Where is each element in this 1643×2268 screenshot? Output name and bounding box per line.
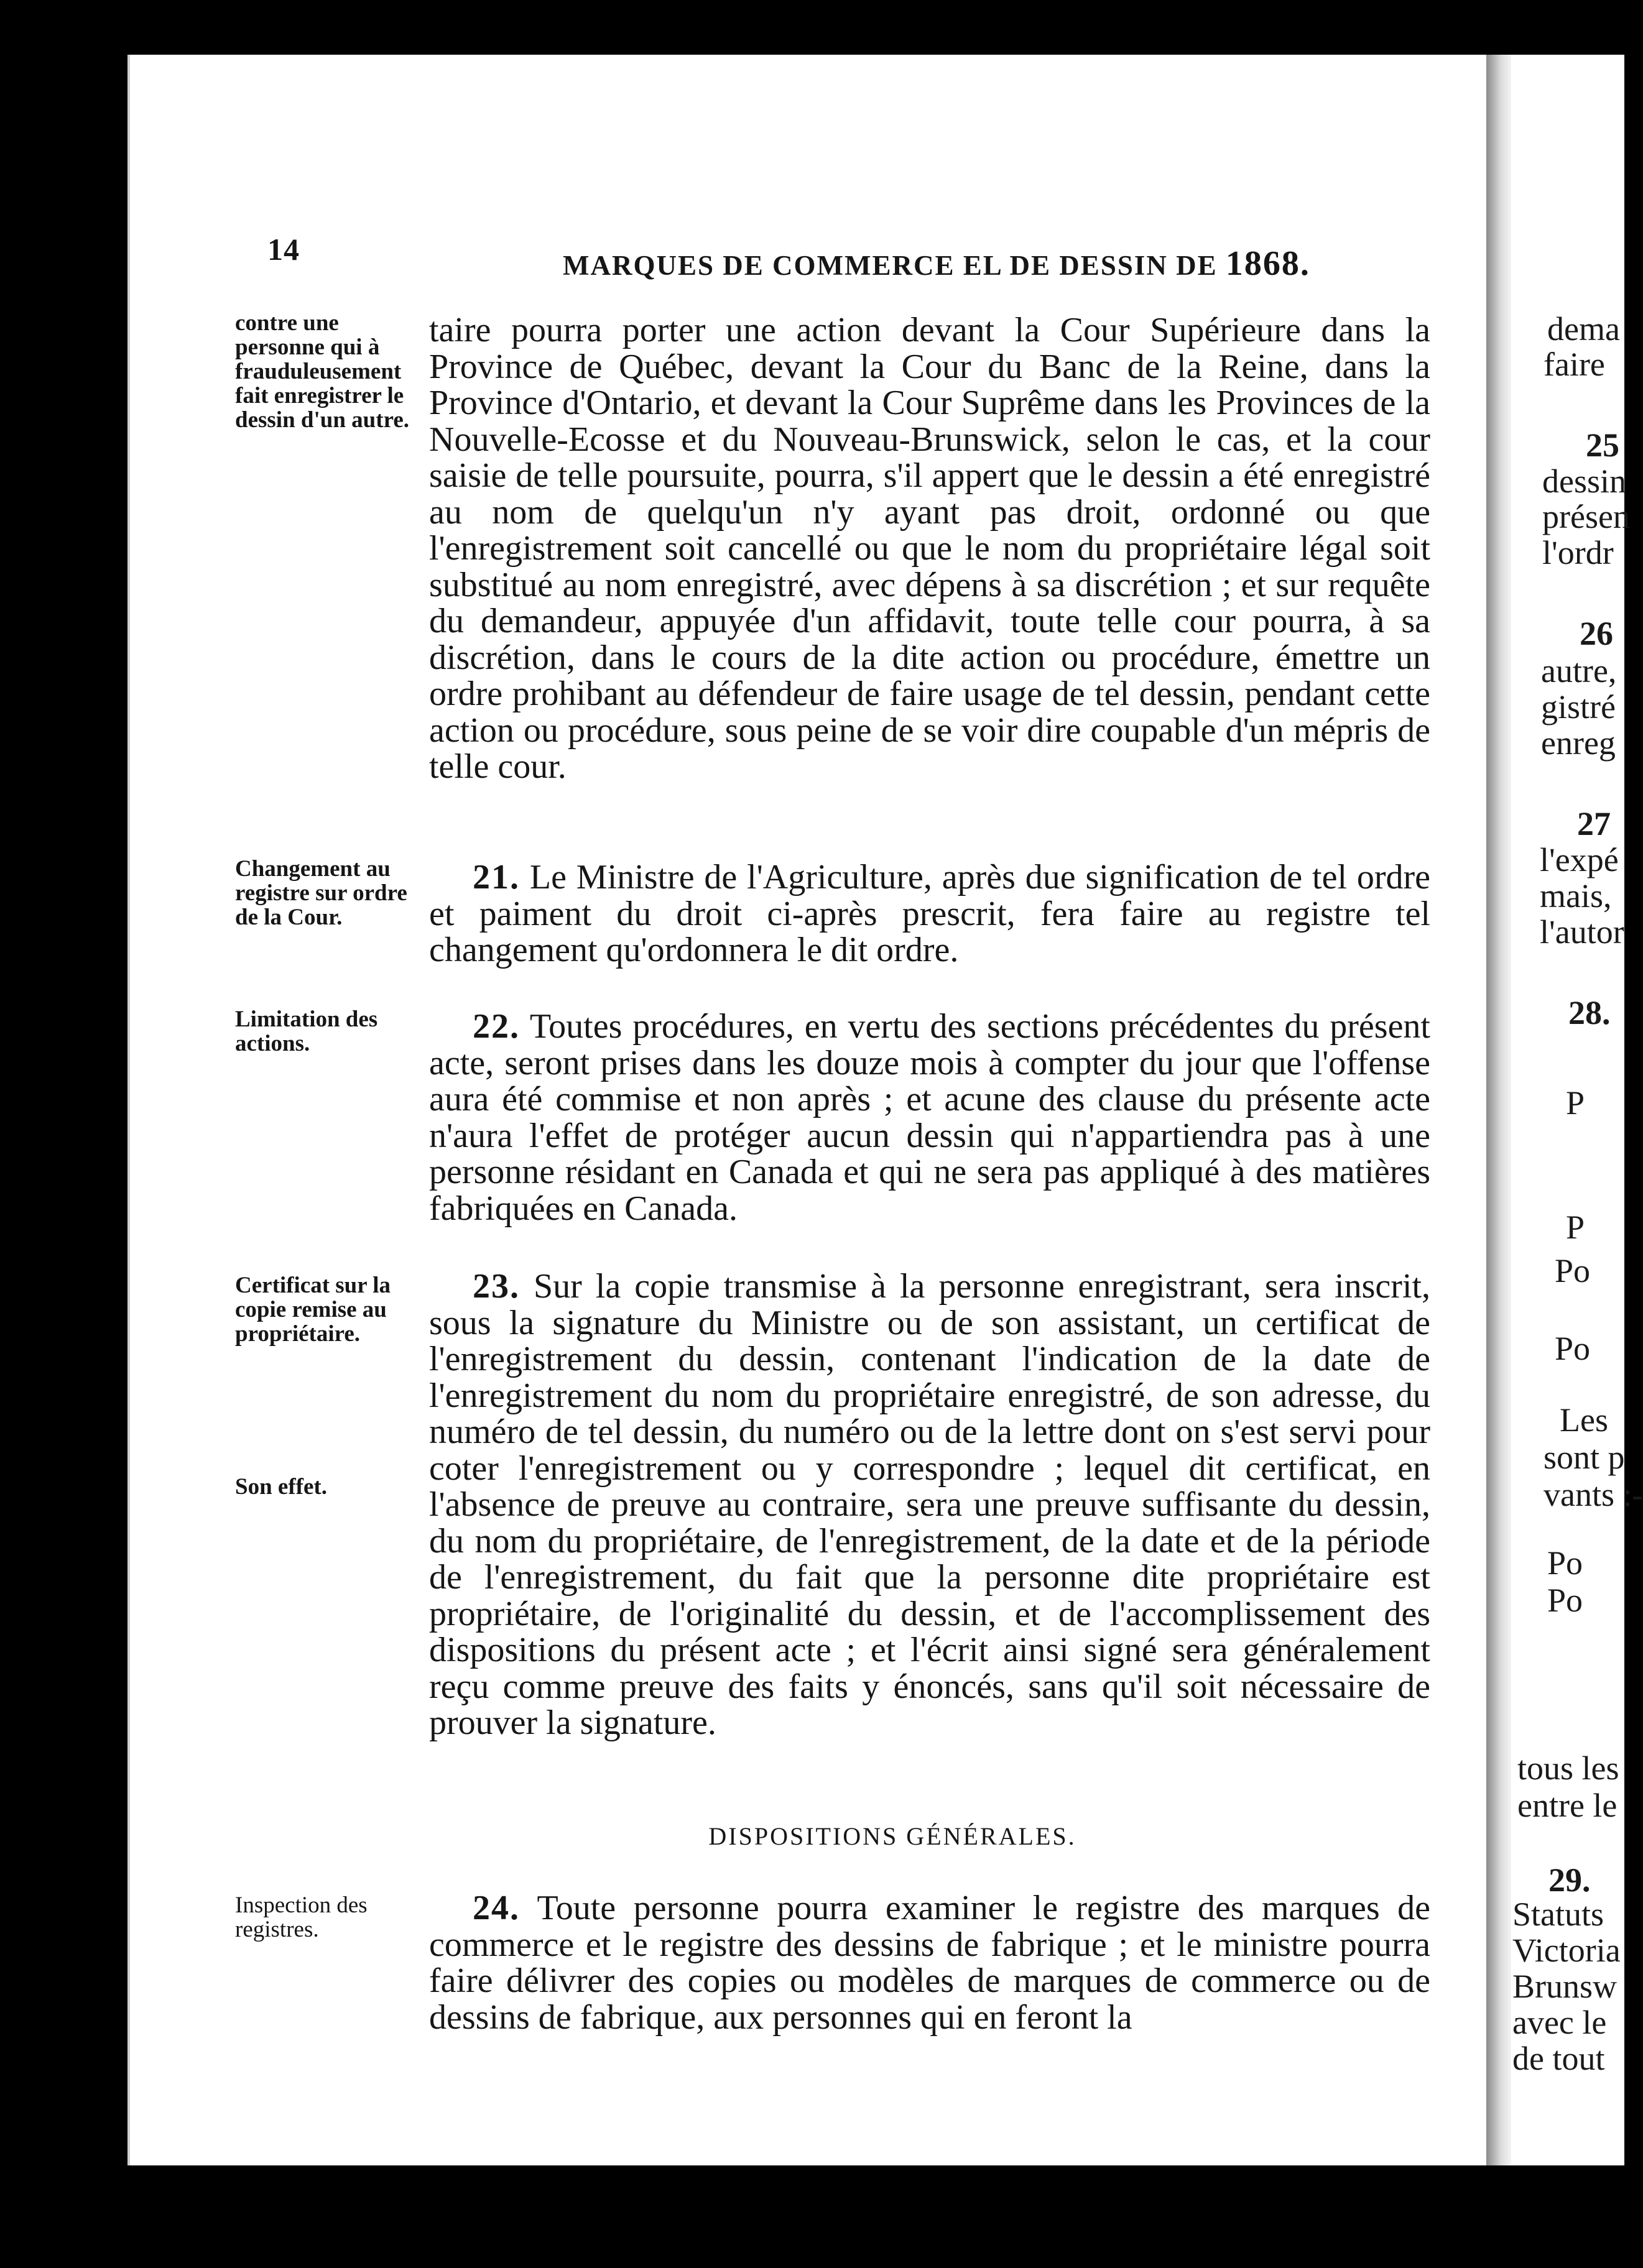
margin-note-certificate: Certificat sur la copie remise au propriétaire.	[235, 1273, 391, 1347]
right-fragment: 28.	[1568, 994, 1611, 1031]
right-fragment: 25	[1586, 426, 1619, 464]
right-fragment: Po	[1547, 1544, 1583, 1582]
right-fragment: l'expé	[1540, 841, 1619, 878]
right-fragment: mais,	[1540, 877, 1612, 915]
right-page	[1511, 55, 1643, 2165]
running-title	[563, 244, 1310, 284]
section-text: Sur la copie transmise à la personne enregistrant, sera inscrit, sous la signature du Ministre ou de son assistant, un certificat de l'enregistrement du dessin, contenant l'indication de la date de l'enregistrement du nom du propriétaire enregistré, de son adresse, du numéro de tel dessin, du numéro ou de la lettre dont on s'est servi pour coter l'enregistrement ou y correspondre ; lequel dit certificat, en l'absence de preuve au contraire, sera une preuve suffisante du dessin, du nom du propriétaire, de l'enregistrement, de la date et de la période de l'enregistrement, du fait que la personne dite propriétaire est propriétaire, de l'originalité du dessin, et de l'accomplissement des dispositions du présent acte ; et l'écrit ainsi signé sera généralement reçu comme preuve des faits y énoncés, sans qu'il soit nécessaire de prouver la signature.	[429, 1267, 1431, 1742]
right-fragment: faire	[1543, 346, 1605, 383]
running-title-year: 1868.	[1225, 244, 1310, 283]
right-fragment: 29.	[1548, 1861, 1591, 1899]
right-fragment: autre,	[1541, 652, 1617, 689]
right-fragment: Brunsw	[1512, 1968, 1618, 2005]
right-fragment: P	[1566, 1084, 1585, 1122]
section-23	[429, 1268, 1430, 1741]
right-fragment: gistré	[1541, 688, 1616, 726]
margin-note-effect: Son effet.	[235, 1474, 327, 1500]
right-fragment: dessin	[1542, 463, 1626, 500]
section-number: 24.	[473, 1889, 520, 1927]
page-number: 14	[267, 232, 300, 267]
right-fragment: tous les	[1517, 1749, 1619, 1787]
right-fragment: enreg	[1541, 724, 1616, 762]
right-fragment: 26	[1580, 615, 1613, 652]
margin-note-limitation: Limitation des actions.	[235, 1007, 378, 1056]
section-heading: DISPOSITIONS GÉNÉRALES.	[708, 1822, 1076, 1850]
right-fragment: Les	[1560, 1401, 1608, 1439]
right-fragment: Statuts	[1512, 1896, 1604, 1933]
section-number: 21.	[473, 858, 520, 897]
right-fragment: Victoria	[1512, 1932, 1621, 1969]
right-fragment: P	[1566, 1209, 1585, 1246]
margin-note-fraudulent-registration: contre une personne qui à frauduleusement fait enregistrer le dessin d'un autre.	[235, 310, 409, 433]
right-fragment: dema	[1547, 310, 1620, 348]
right-fragment: de tout	[1512, 2040, 1605, 2077]
scan-border-bottom	[127, 2165, 1624, 2268]
right-fragment: l'ordr	[1542, 534, 1614, 571]
right-fragment: présen	[1542, 498, 1630, 535]
right-fragment: Po	[1547, 1582, 1583, 1619]
section-text: Toutes procédures, en vertu des sections précédentes du présent acte, seront prises dans les douze mois à compter du jour que l'offense aura été commise et non après ; et acune des clause du présente acte n'aura l'effet de protéger aucun dessin qui n'appartiendra pas à une personne résidant en Canada et qui ne sera pas appliqué à des matières fabriquées en Canada.	[429, 1007, 1430, 1228]
right-fragment: Po	[1555, 1330, 1591, 1367]
running-title-text: MARQUES DE COMMERCE EL DE DESSIN DE	[563, 250, 1226, 281]
paragraph-continuation	[429, 312, 1430, 785]
section-22	[429, 1008, 1430, 1227]
paragraph-text: taire pourra porter une action devant la Cour Supérieure dans la Province de Québec, devant la Cour du Banc de la Reine, dans la Province d'Ontario, et devant la Cour Suprême dans les Provinces de la Nouvelle-Ecosse et du Nouveau-Brunswick, selon le cas, et la cour saisie de telle poursuite, pourra, s'il appert que le dessin a été enregistré au nom de quelqu'un n'y ayant pas droit, ordonné ou que l'enregistrement soit cancellé ou que le nom du propriétaire légal soit substitué au nom enregistré, avec dépens à sa discrétion ; et sur requête du demandeur, appuyée d'un affidavit, toute telle cour pourra, à sa discrétion, dans le cours de la dite action ou procédure, émettre un ordre prohibant au défendeur de faire usage de tel dessin, pendant cette action ou procédure, sous peine de se voir dire coupable d'un mépris de telle cour.	[429, 311, 1430, 786]
right-fragment: avec le	[1512, 2004, 1607, 2041]
right-fragment: vants :-	[1543, 1476, 1643, 1513]
section-number: 23.	[473, 1267, 520, 1306]
margin-note-register-change: Changement au registre sur ordre de la Cour.	[235, 856, 407, 930]
section-text: Toute personne pourra examiner le registre des marques de commerce et le registre des dessins de fabrique ; et le ministre pourra faire délivrer des copies ou modèles de marques de commerce ou de dessins de fabrique, aux personnes qui en feront la	[429, 1889, 1430, 2037]
margin-note-inspection: Inspection des registres.	[235, 1892, 368, 1942]
section-text: Le Ministre de l'Agriculture, après due signification de tel ordre et paiment du droit ci-après prescrit, fera faire au registre tel changement qu'ordonnera le dit ordre.	[429, 858, 1431, 969]
right-fragment: 27	[1577, 805, 1611, 842]
section-number: 22.	[473, 1007, 520, 1046]
section-21	[429, 859, 1430, 969]
right-fragment: entre le	[1517, 1787, 1618, 1824]
right-fragment: l'autor	[1540, 913, 1624, 951]
right-fragment: sont p	[1543, 1439, 1625, 1476]
page-gutter	[1486, 55, 1511, 2165]
section-24	[429, 1890, 1430, 2035]
right-fragment: Po	[1555, 1252, 1591, 1289]
